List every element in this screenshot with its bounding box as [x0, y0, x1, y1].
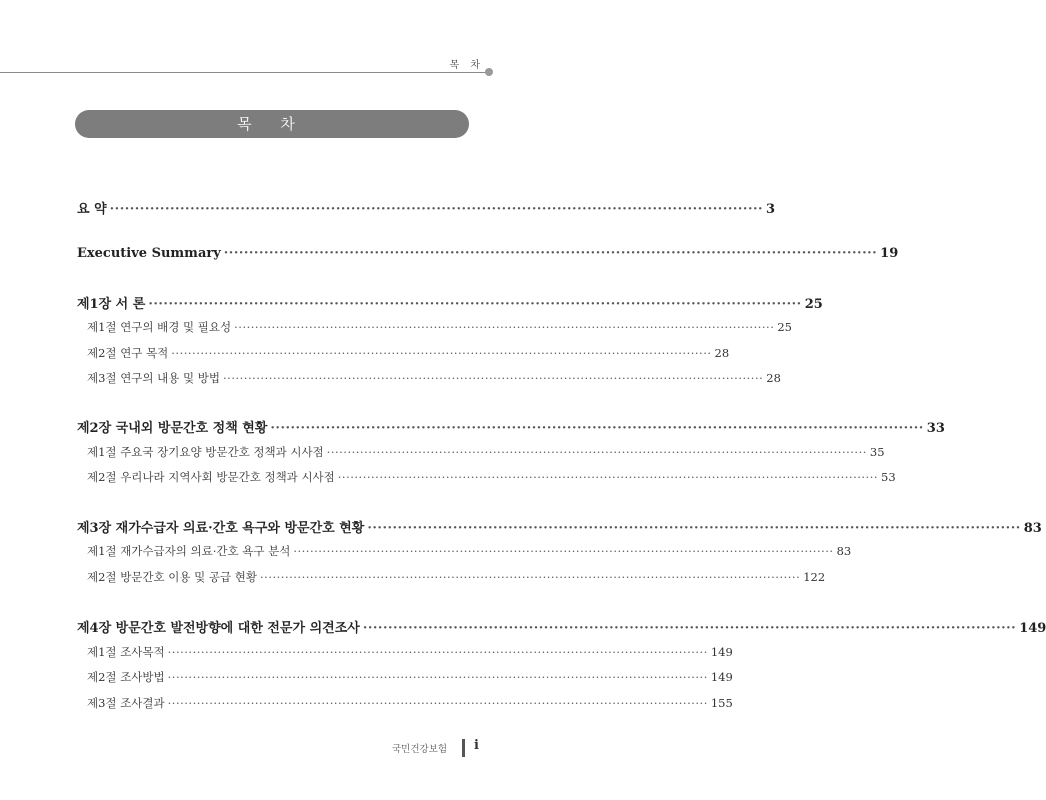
toc-entry: 제1절 연구의 배경 및 필요성 ·································································································································· 25: [87, 320, 792, 334]
toc-entry: 제1장 서 론 ·································································································································· 25: [77, 297, 823, 312]
running-header: 목 차: [449, 60, 484, 71]
header-rule: [0, 72, 487, 73]
header-dot: [485, 68, 493, 76]
toc-entry: 제2절 방문간호 이용 및 공급 현황 ·································································································································· 122: [87, 570, 826, 584]
toc-entry: 제3절 연구의 내용 및 방법 ·································································································································· 28: [87, 371, 781, 385]
footer-publisher: 국민건강보험: [392, 744, 448, 755]
toc-entry: 제2절 우리나라 지역사회 방문간호 정책과 시사점 ·································································································································· 53: [87, 470, 896, 484]
footer-divider: [462, 739, 465, 757]
toc-entry: 제3절 조사결과 ·································································································································· 155: [87, 696, 733, 710]
toc-entry: 제2장 국내외 방문간호 정책 현황 ·································································································································· 33: [77, 421, 945, 436]
toc-entry: Executive Summary ·································································································································· 19: [77, 246, 899, 261]
toc-entry: 제2절 조사방법 ·································································································································· 149: [87, 670, 733, 684]
toc-entry: 요 약 ·································································································································· 3: [77, 202, 776, 217]
footer-page-number: i: [474, 738, 479, 753]
toc-entry: 제3장 재가수급자 의료·간호 욕구와 방문간호 현황 ·································································································································· 83: [77, 521, 1042, 536]
toc-entry: 제1절 재가수급자의 의료·간호 욕구 분석 ·································································································································· 83: [87, 544, 852, 558]
toc-entry: 제2절 연구 목적 ·································································································································· 28: [87, 346, 730, 360]
toc-entry: 제4장 방문간호 발전방향에 대한 전문가 의견조사 ·································································································································· 149: [77, 621, 1046, 636]
toc-entry: 제1절 주요국 장기요양 방문간호 정책과 시사점 ·································································································································· 35: [87, 445, 885, 459]
toc-entry: 제1절 조사목적 ·································································································································· 149: [87, 645, 733, 659]
page-title: 목 차: [75, 110, 469, 138]
